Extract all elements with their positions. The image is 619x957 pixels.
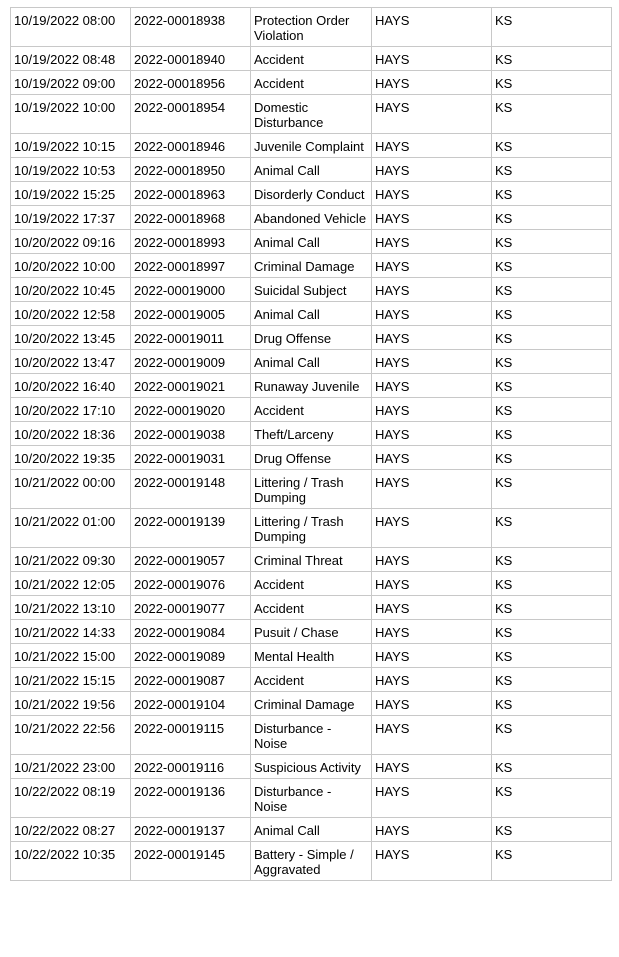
- state-cell: KS: [492, 716, 612, 755]
- datetime-cell: 10/21/2022 13:10: [11, 596, 131, 620]
- datetime-cell: 10/21/2022 14:33: [11, 620, 131, 644]
- case-number-cell: 2022-00019038: [131, 422, 251, 446]
- city-cell: HAYS: [372, 596, 492, 620]
- city-cell: HAYS: [372, 95, 492, 134]
- state-cell: KS: [492, 509, 612, 548]
- incident-type-cell: Disturbance - Noise: [251, 716, 372, 755]
- incident-type-cell: Protection Order Violation: [251, 8, 372, 47]
- state-cell: KS: [492, 422, 612, 446]
- datetime-cell: 10/19/2022 09:00: [11, 71, 131, 95]
- datetime-cell: 10/19/2022 15:25: [11, 182, 131, 206]
- state-cell: KS: [492, 779, 612, 818]
- incident-type-cell: Juvenile Complaint: [251, 134, 372, 158]
- incident-log-table: [10, 7, 612, 881]
- table-row: [11, 668, 612, 692]
- case-number-cell: 2022-00018993: [131, 230, 251, 254]
- state-cell: KS: [492, 620, 612, 644]
- state-cell: KS: [492, 668, 612, 692]
- incident-type-cell: Animal Call: [251, 230, 372, 254]
- datetime-cell: 10/21/2022 09:30: [11, 548, 131, 572]
- state-cell: KS: [492, 596, 612, 620]
- state-cell: KS: [492, 548, 612, 572]
- city-cell: HAYS: [372, 206, 492, 230]
- state-cell: KS: [492, 8, 612, 47]
- case-number-cell: 2022-00019021: [131, 374, 251, 398]
- city-cell: HAYS: [372, 842, 492, 881]
- datetime-cell: 10/20/2022 17:10: [11, 398, 131, 422]
- datetime-cell: 10/21/2022 23:00: [11, 755, 131, 779]
- datetime-cell: 10/19/2022 17:37: [11, 206, 131, 230]
- datetime-cell: 10/19/2022 10:15: [11, 134, 131, 158]
- case-number-cell: 2022-00019020: [131, 398, 251, 422]
- city-cell: HAYS: [372, 644, 492, 668]
- table-row: [11, 71, 612, 95]
- table-row: [11, 254, 612, 278]
- incident-type-cell: Suicidal Subject: [251, 278, 372, 302]
- state-cell: KS: [492, 572, 612, 596]
- table-row: [11, 644, 612, 668]
- datetime-cell: 10/19/2022 10:53: [11, 158, 131, 182]
- case-number-cell: 2022-00019057: [131, 548, 251, 572]
- state-cell: KS: [492, 470, 612, 509]
- city-cell: HAYS: [372, 8, 492, 47]
- table-row: [11, 470, 612, 509]
- state-cell: KS: [492, 374, 612, 398]
- table-row: [11, 47, 612, 71]
- datetime-cell: 10/19/2022 10:00: [11, 95, 131, 134]
- incident-type-cell: Drug Offense: [251, 446, 372, 470]
- state-cell: KS: [492, 326, 612, 350]
- table-row: [11, 692, 612, 716]
- case-number-cell: 2022-00019087: [131, 668, 251, 692]
- table-row: [11, 779, 612, 818]
- case-number-cell: 2022-00019136: [131, 779, 251, 818]
- state-cell: KS: [492, 644, 612, 668]
- incident-type-cell: Accident: [251, 668, 372, 692]
- table-row: [11, 548, 612, 572]
- incident-type-cell: Criminal Threat: [251, 548, 372, 572]
- incident-type-cell: Pusuit / Chase: [251, 620, 372, 644]
- city-cell: HAYS: [372, 350, 492, 374]
- case-number-cell: 2022-00019077: [131, 596, 251, 620]
- city-cell: HAYS: [372, 302, 492, 326]
- city-cell: HAYS: [372, 509, 492, 548]
- table-row: [11, 374, 612, 398]
- table-row: [11, 620, 612, 644]
- incident-type-cell: Theft/Larceny: [251, 422, 372, 446]
- city-cell: HAYS: [372, 692, 492, 716]
- state-cell: KS: [492, 134, 612, 158]
- city-cell: HAYS: [372, 779, 492, 818]
- incident-type-cell: Disturbance - Noise: [251, 779, 372, 818]
- case-number-cell: 2022-00018938: [131, 8, 251, 47]
- case-number-cell: 2022-00019084: [131, 620, 251, 644]
- datetime-cell: 10/21/2022 22:56: [11, 716, 131, 755]
- case-number-cell: 2022-00018950: [131, 158, 251, 182]
- case-number-cell: 2022-00019089: [131, 644, 251, 668]
- city-cell: HAYS: [372, 548, 492, 572]
- state-cell: KS: [492, 182, 612, 206]
- case-number-cell: 2022-00019148: [131, 470, 251, 509]
- case-number-cell: 2022-00018946: [131, 134, 251, 158]
- state-cell: KS: [492, 842, 612, 881]
- table-row: [11, 302, 612, 326]
- case-number-cell: 2022-00019137: [131, 818, 251, 842]
- city-cell: HAYS: [372, 470, 492, 509]
- city-cell: HAYS: [372, 668, 492, 692]
- incident-type-cell: Suspicious Activity: [251, 755, 372, 779]
- city-cell: HAYS: [372, 374, 492, 398]
- city-cell: HAYS: [372, 572, 492, 596]
- city-cell: HAYS: [372, 620, 492, 644]
- datetime-cell: 10/20/2022 10:45: [11, 278, 131, 302]
- incident-type-cell: Domestic Disturbance: [251, 95, 372, 134]
- datetime-cell: 10/20/2022 19:35: [11, 446, 131, 470]
- datetime-cell: 10/19/2022 08:48: [11, 47, 131, 71]
- incident-type-cell: Abandoned Vehicle: [251, 206, 372, 230]
- datetime-cell: 10/22/2022 08:19: [11, 779, 131, 818]
- state-cell: KS: [492, 302, 612, 326]
- state-cell: KS: [492, 755, 612, 779]
- case-number-cell: 2022-00018956: [131, 71, 251, 95]
- table-row: [11, 755, 612, 779]
- datetime-cell: 10/20/2022 13:47: [11, 350, 131, 374]
- table-row: [11, 8, 612, 47]
- case-number-cell: 2022-00019145: [131, 842, 251, 881]
- state-cell: KS: [492, 254, 612, 278]
- case-number-cell: 2022-00018963: [131, 182, 251, 206]
- city-cell: HAYS: [372, 254, 492, 278]
- table-row: [11, 206, 612, 230]
- table-row: [11, 350, 612, 374]
- incident-type-cell: Littering / Trash Dumping: [251, 470, 372, 509]
- state-cell: KS: [492, 47, 612, 71]
- table-row: [11, 278, 612, 302]
- incident-type-cell: Battery - Simple / Aggravated: [251, 842, 372, 881]
- datetime-cell: 10/21/2022 15:15: [11, 668, 131, 692]
- table-row: [11, 158, 612, 182]
- incident-type-cell: Disorderly Conduct: [251, 182, 372, 206]
- state-cell: KS: [492, 398, 612, 422]
- state-cell: KS: [492, 230, 612, 254]
- incident-type-cell: Runaway Juvenile: [251, 374, 372, 398]
- case-number-cell: 2022-00019031: [131, 446, 251, 470]
- city-cell: HAYS: [372, 716, 492, 755]
- incident-type-cell: Drug Offense: [251, 326, 372, 350]
- datetime-cell: 10/22/2022 10:35: [11, 842, 131, 881]
- table-row: [11, 509, 612, 548]
- case-number-cell: 2022-00018997: [131, 254, 251, 278]
- incident-type-cell: Accident: [251, 572, 372, 596]
- datetime-cell: 10/20/2022 09:16: [11, 230, 131, 254]
- datetime-cell: 10/21/2022 12:05: [11, 572, 131, 596]
- city-cell: HAYS: [372, 446, 492, 470]
- datetime-cell: 10/20/2022 10:00: [11, 254, 131, 278]
- city-cell: HAYS: [372, 818, 492, 842]
- incident-type-cell: Animal Call: [251, 158, 372, 182]
- incident-type-cell: Animal Call: [251, 350, 372, 374]
- case-number-cell: 2022-00018954: [131, 95, 251, 134]
- city-cell: HAYS: [372, 230, 492, 254]
- datetime-cell: 10/20/2022 18:36: [11, 422, 131, 446]
- case-number-cell: 2022-00018968: [131, 206, 251, 230]
- datetime-cell: 10/21/2022 15:00: [11, 644, 131, 668]
- city-cell: HAYS: [372, 182, 492, 206]
- case-number-cell: 2022-00019076: [131, 572, 251, 596]
- datetime-cell: 10/20/2022 12:58: [11, 302, 131, 326]
- case-number-cell: 2022-00019011: [131, 326, 251, 350]
- case-number-cell: 2022-00019009: [131, 350, 251, 374]
- case-number-cell: 2022-00019005: [131, 302, 251, 326]
- state-cell: KS: [492, 71, 612, 95]
- incident-type-cell: Accident: [251, 47, 372, 71]
- state-cell: KS: [492, 278, 612, 302]
- city-cell: HAYS: [372, 755, 492, 779]
- datetime-cell: 10/21/2022 00:00: [11, 470, 131, 509]
- table-row: [11, 422, 612, 446]
- incident-type-cell: Littering / Trash Dumping: [251, 509, 372, 548]
- case-number-cell: 2022-00019116: [131, 755, 251, 779]
- table-row: [11, 572, 612, 596]
- city-cell: HAYS: [372, 158, 492, 182]
- table-row: [11, 818, 612, 842]
- case-number-cell: 2022-00019104: [131, 692, 251, 716]
- state-cell: KS: [492, 818, 612, 842]
- datetime-cell: 10/19/2022 08:00: [11, 8, 131, 47]
- state-cell: KS: [492, 446, 612, 470]
- table-row: [11, 596, 612, 620]
- table-row: [11, 842, 612, 881]
- case-number-cell: 2022-00018940: [131, 47, 251, 71]
- city-cell: HAYS: [372, 326, 492, 350]
- datetime-cell: 10/20/2022 16:40: [11, 374, 131, 398]
- table-row: [11, 446, 612, 470]
- table-row: [11, 95, 612, 134]
- table-row: [11, 398, 612, 422]
- incident-type-cell: Accident: [251, 596, 372, 620]
- table-row: [11, 134, 612, 158]
- incident-type-cell: Mental Health: [251, 644, 372, 668]
- city-cell: HAYS: [372, 278, 492, 302]
- incident-type-cell: Accident: [251, 71, 372, 95]
- city-cell: HAYS: [372, 71, 492, 95]
- state-cell: KS: [492, 350, 612, 374]
- datetime-cell: 10/21/2022 01:00: [11, 509, 131, 548]
- datetime-cell: 10/20/2022 13:45: [11, 326, 131, 350]
- incident-log-body: [11, 8, 612, 881]
- incident-type-cell: Criminal Damage: [251, 692, 372, 716]
- state-cell: KS: [492, 206, 612, 230]
- table-row: [11, 716, 612, 755]
- table-row: [11, 326, 612, 350]
- case-number-cell: 2022-00019115: [131, 716, 251, 755]
- state-cell: KS: [492, 692, 612, 716]
- table-row: [11, 230, 612, 254]
- city-cell: HAYS: [372, 134, 492, 158]
- table-row: [11, 182, 612, 206]
- incident-type-cell: Animal Call: [251, 302, 372, 326]
- city-cell: HAYS: [372, 47, 492, 71]
- city-cell: HAYS: [372, 422, 492, 446]
- state-cell: KS: [492, 95, 612, 134]
- state-cell: KS: [492, 158, 612, 182]
- incident-type-cell: Accident: [251, 398, 372, 422]
- datetime-cell: 10/21/2022 19:56: [11, 692, 131, 716]
- incident-type-cell: Animal Call: [251, 818, 372, 842]
- city-cell: HAYS: [372, 398, 492, 422]
- incident-type-cell: Criminal Damage: [251, 254, 372, 278]
- case-number-cell: 2022-00019139: [131, 509, 251, 548]
- case-number-cell: 2022-00019000: [131, 278, 251, 302]
- datetime-cell: 10/22/2022 08:27: [11, 818, 131, 842]
